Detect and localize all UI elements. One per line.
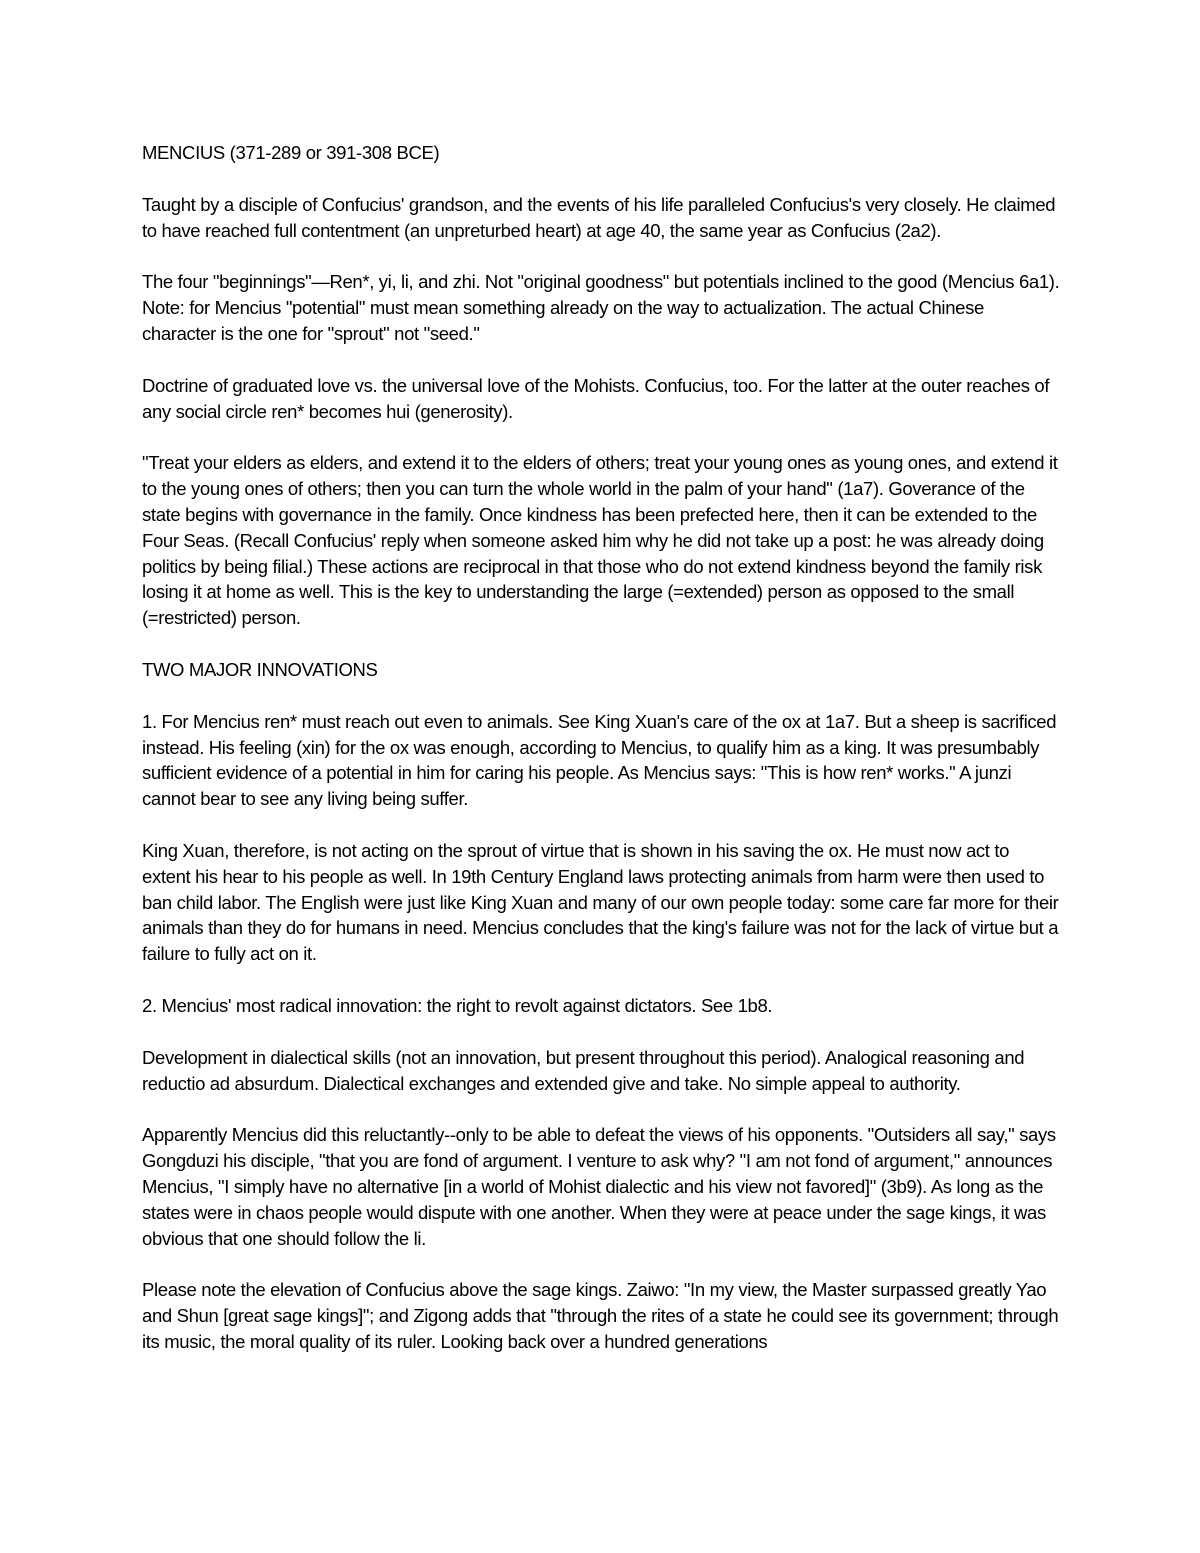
section-heading-innovations: TWO MAJOR INNOVATIONS <box>142 658 378 680</box>
paragraph-innovation-one: 1. For Mencius ren* must reach out even to animals. See King Xuan's care of the ox at 1a7. But a sheep is sacrificed instead. His feeling (xin) for the ox was enough, according to Mencius, to qualify him as a king. It was presumbably sufficient evidence of a potential in him for caring his people. As Mencius says: "This is how ren* works." A junzi cannot bear to see any living being suffer. <box>142 710 1057 810</box>
paragraph-elevation-of-confucius: Please note the elevation of Confucius above the sage kings. Zaiwo: "In my view, the Master surpassed greatly Yao and Shun [great sage kings]"; and Zigong adds that "through the rites of a state he could see its government; through its music, the moral quality of its ruler. Looking back over a hundred generations <box>142 1279 1059 1352</box>
paragraph-reluctant-argument: Apparently Mencius did this reluctantly--only to be able to defeat the views of his opponents. "Outsiders all say," says Gongduzi his disciple, "that you are fond of argument. I venture to ask why? "I am not fond of argument," announces Mencius, "I simply have no alternative [in a world of Mohist dialectic and his view not favored]" (3b9). As long as the states were in chaos people would dispute with one another. When they were at peace under the sage kings, it was obvious that one should follow the li. <box>142 1124 1056 1249</box>
paragraph-graduated-love: Doctrine of graduated love vs. the universal love of the Mohists. Confucius, too. For the latter at the outer reaches of any social circle ren* becomes hui (generosity). <box>142 374 1050 422</box>
paragraph-innovation-two: 2. Mencius' most radical innovation: the right to revolt against dictators. See 1b8. <box>142 994 773 1016</box>
paragraph-lineage: Taught by a disciple of Confucius' grandson, and the events of his life paralleled Confucius's very closely. He claimed to have reached full contentment (an unpreturbed heart) at age 40, the same year as Confucius (2a2). <box>142 193 1056 241</box>
paragraph-treat-elders: "Treat your elders as elders, and extend it to the elders of others; treat your young ones as young ones, and extend it to the young ones of others; then you can turn the whole world in the palm of your hand" (1a7). Goverance of the state begins with governance in the family. Once kindness has been prefected here, then it can be extended to the Four Seas. (Recall Confucius' reply when someone asked him why he did not take up a post: he was already doing politics by being filial.) These actions are reciprocal in that those who do not extend kindness beyond the family risk losing it at home as well. This is the key to understanding the large (=extended) person as opposed to the small (=restricted) person. <box>142 452 1058 629</box>
paragraph-dialectical-skills: Development in dialectical skills (not an innovation, but present throughout this period). Analogical reasoning and reductio ad absurdum. Dialectical exchanges and extended give and take. No simple appeal to authority. <box>142 1046 1025 1094</box>
paragraph-king-xuan: King Xuan, therefore, is not acting on the sprout of virtue that is shown in his saving the ox. He must now act to extent his hear to his people as well. In 19th Century England laws protecting animals from harm were then used to ban child labor. The English were just like King Xuan and many of our own people today: some care far more for their animals than they do for humans in need. Mencius concludes that the king's failure was not for the lack of virtue but a failure to fully act on it. <box>142 839 1059 965</box>
document-title: MENCIUS (371-289 or 391-308 BCE) <box>142 142 440 163</box>
paragraph-four-beginnings: The four "beginnings"—Ren*, yi, li, and zhi. Not "original goodness" but potentials inclined to the good (Mencius 6a1). Note: for Mencius "potential" must mean something already on the way to actualization. The actual Chinese character is the one for "sprout" not "seed." <box>142 271 1060 344</box>
document-page <box>142 140 1062 1381</box>
